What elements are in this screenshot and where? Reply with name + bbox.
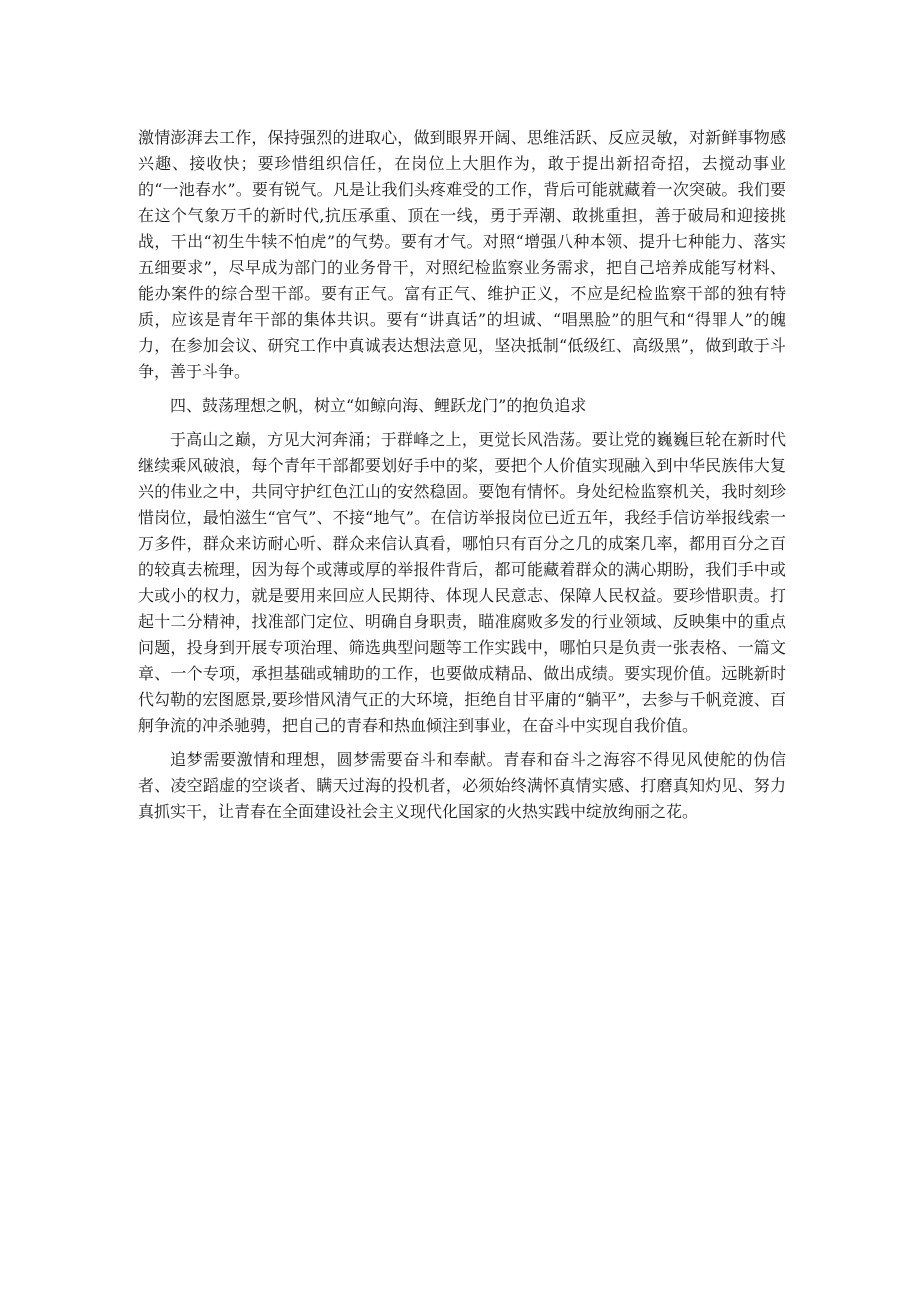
section-paragraph: 于高山之巅，方见大河奔涌；于群峰之上，更觉长风浩荡。要让党的巍巍巨轮在新时代继续乘风破浪，每个青年干部都要划好手中的桨，要把个人价值实现融入到中华民族伟大复兴的伟业之中，共同守护红色江山的安然稳固。要饱有情怀。身处纪检监察机关，我时刻珍惜岗位，最怕滋生“官气”、不接“地气”。在信访举报岗位已近五年，我经手信访举报线索一万多件，群众来访耐心听、群众来信认真看，哪怕只有百分之几的成案几率，都用百分之百的较真去梳理，因为每个或薄或厚的举报件背后，都可能藏着群众的满心期盼，我们手中或大或小的权力，就是要用来回应人民期待、体现人民意志、保障人民权益。要珍惜职责。打起十二分精神，找准部门定位、明确自身职责，瞄准腐败多发的行业领域、反映集中的重点问题，投身到开展专项治理、筛选典型问题等工作实践中，哪怕只是负责一张表格、一篇文章、一个专项，承担基础或辅助的工作，也要做成精品、做出成绩。要实现价值。远眺新时代勾勒的宏图愿景,要珍惜风清气正的大环境，拒绝自甘平庸的“躺平”，去参与千帆竞渡、百舸争流的冲杀驰骋，把自己的青春和热血倾注到事业，在奋斗中实现自我价值。 [138,430,786,735]
continuation-paragraph: 激情澎湃去工作，保持强烈的进取心，做到眼界开阔、思维活跃、反应灵敏，对新鲜事物感兴趣、接收快；要珍惜组织信任，在岗位上大胆作为，敢于提出新招奇招，去搅动事业的“一池春水”。要有锐气。凡是让我们头疼难受的工作，背后可能就藏着一次突破。我们要在这个气象万千的新时代,抗压承重、顶在一线，勇于弄潮、敢挑重担，善于破局和迎接挑战，干出“初生牛犊不怕虎”的气势。要有才气。对照“增强八种本领、提升七种能力、落实五细要求”，尽早成为部门的业务骨干，对照纪检监察业务需求，把自己培养成能写材料、能办案件的综合型干部。要有正气。富有正气、维护正义，不应是纪检监察干部的独有特质，应该是青年干部的集体共识。要有“讲真话”的坦诚、“唱黑脸”的胆气和“得罪人”的魄力，在参加会议、研究工作中真诚表达想法意见，坚决抵制“低级红、高级黑”，做到敢于斗争，善于斗争。 [138,128,786,381]
paragraph-spacer [138,739,786,747]
section-heading: 四、鼓荡理想之帆，树立“如鲸向海、鲤跃龙门”的抱负追求 [170,396,587,415]
document-body [138,125,786,825]
closing-paragraph: 追梦需要激情和理想，圆梦需要奋斗和奉献。青春和奋斗之海容不得见风使舵的伪信者、凌空蹈虚的空谈者、瞒天过海的投机者，必须始终满怀真情实感、打磨真知灼见、努力真抓实干，让青春在全面建设社会主义现代化国家的火热实践中绽放绚丽之花。 [138,750,786,821]
